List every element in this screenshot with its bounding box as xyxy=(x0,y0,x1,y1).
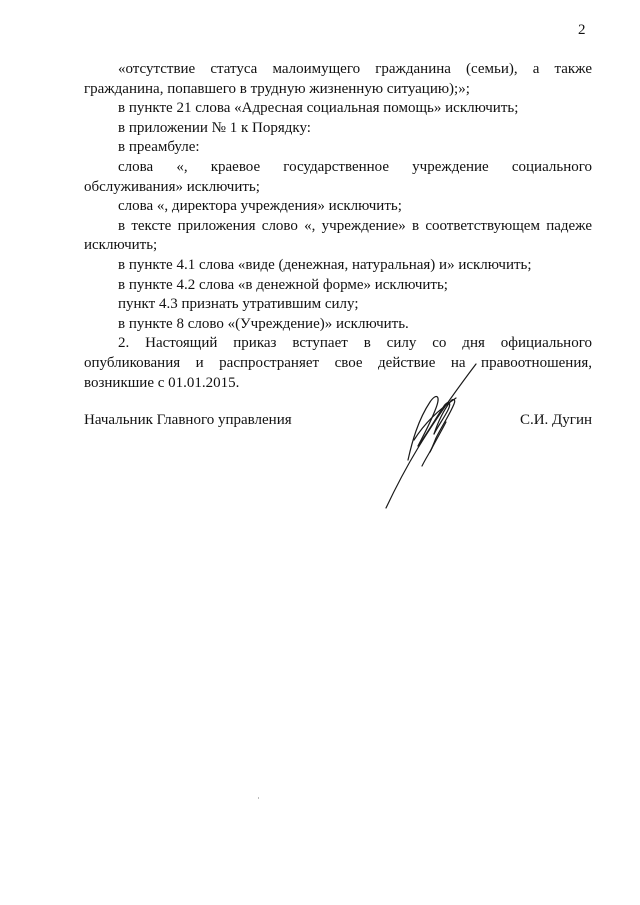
scan-speck xyxy=(258,797,259,799)
paragraph: «отсутствие статуса малоимущего гражданина (семьи), а также гражданина, попавшего в трудную жизненную ситуацию);»; xyxy=(84,61,592,97)
handwritten-signature xyxy=(378,362,478,512)
paragraph: в пункте 8 слово «(Учреждение)» исключить. xyxy=(118,315,409,332)
paragraph: в приложении № 1 к Порядку: xyxy=(118,119,311,136)
paragraph: слова «, краевое государственное учреждение социального обслуживания» исключить; xyxy=(84,158,592,195)
paragraph: пункт 4.3 признать утратившим силу; xyxy=(118,296,359,313)
paragraph: 2. Настоящий приказ вступает в силу со дня официального опубликования и распространяет свое действие на правоотношения, возникшие с 01.01.2015. xyxy=(84,335,592,391)
signer-name: С.И. Дугин xyxy=(519,412,592,428)
paragraph: в тексте приложения слово «, учреждение» в соответствующем падеже исключить; xyxy=(84,217,592,254)
paragraph: слова «, директора учреждения» исключить; xyxy=(118,198,402,215)
paragraph: в преамбуле: xyxy=(118,139,200,156)
paragraph: в пункте 21 слова «Адресная социальная помощь» исключить; xyxy=(118,100,519,117)
signer-position: Начальник Главного управления xyxy=(84,412,292,428)
paragraph: в пункте 4.1 слова «виде (денежная, натуральная) и» исключить; xyxy=(118,256,532,273)
paragraph: в пункте 4.2 слова «в денежной форме» исключить; xyxy=(118,276,448,293)
document-body xyxy=(84,60,592,393)
signature-block xyxy=(84,412,592,442)
page-number: 2 xyxy=(578,22,586,38)
